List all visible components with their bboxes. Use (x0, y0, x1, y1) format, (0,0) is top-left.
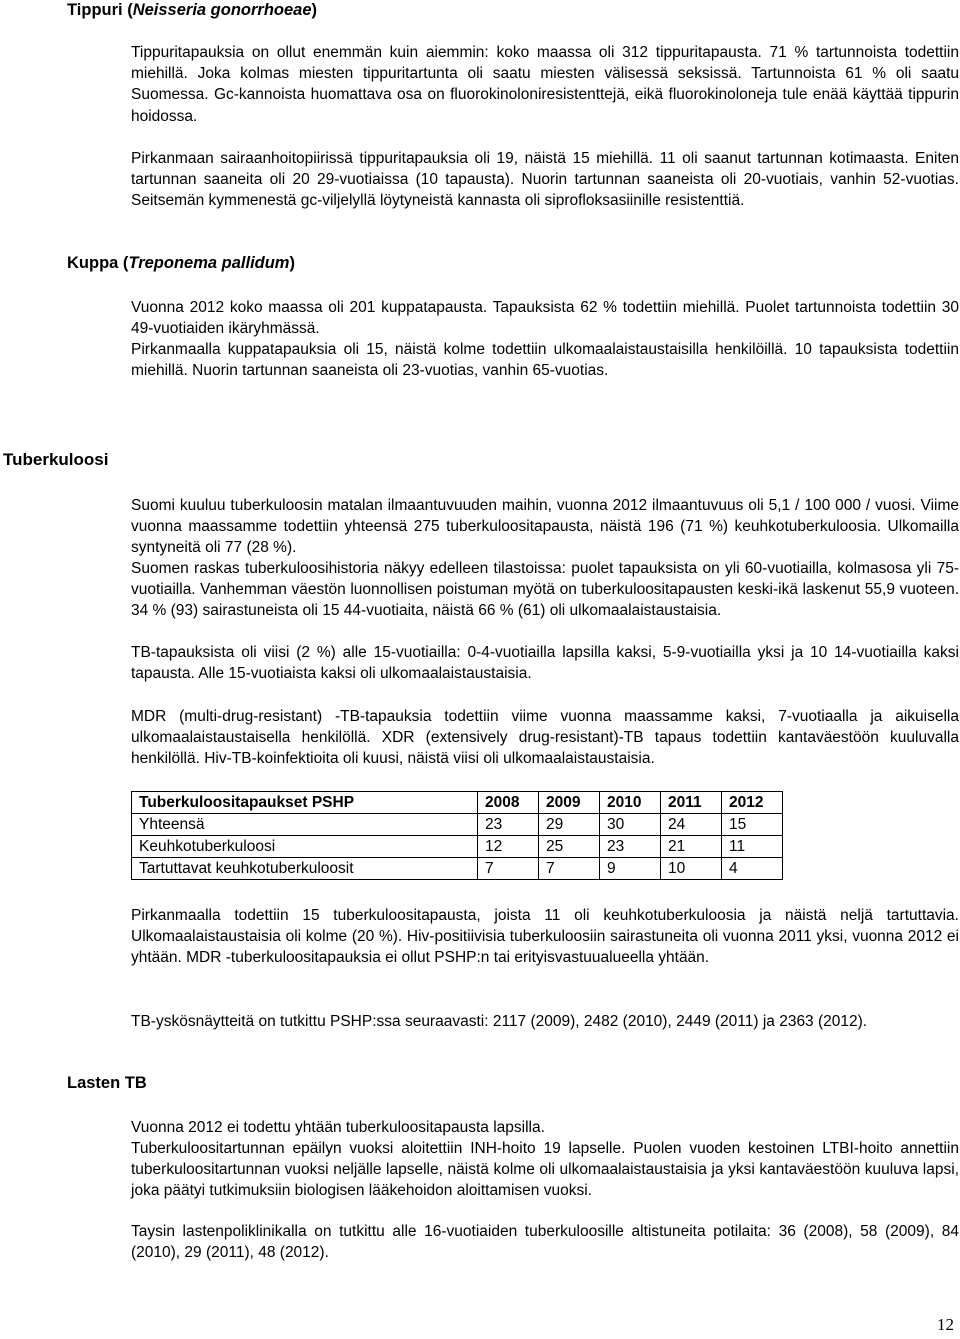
table-row (132, 836, 783, 858)
table-row (132, 814, 783, 836)
tuberkuloosi-paragraph-4: MDR (multi-drug-resistant) -TB-tapauksia todettiin viime vuonna maassamme kaksi, 7-vuotiaalla ja aikuisella ulkomaalaistaustaisella henkilöllä. XDR (extensively drug-resistant)-TB tapaus todettiin kantaväestöön kuuluvalla henkilöllä. Hiv-TB-koinfektioita oli kuusi, näistä viisi oli ulkomaalaistaustaisia. (131, 708, 959, 768)
table-cell: 4 (722, 858, 783, 880)
table-header-cell: Tuberkuloositapaukset PSHP (132, 792, 478, 814)
table-header-cell: 2008 (478, 792, 539, 814)
table-header-cell: 2010 (600, 792, 661, 814)
table-header-row (132, 792, 783, 814)
table-cell: 12 (478, 836, 539, 858)
table-cell: Tartuttavat keuhkotuberkuloosit (132, 858, 478, 880)
table-header-cell: 2012 (722, 792, 783, 814)
table-cell: 21 (661, 836, 722, 858)
tippuri-paragraph-2: Pirkanmaan sairaanhoitopiirissä tippuritapauksia oli 19, näistä 15 miehillä. 11 oli saanut tartunnan kotimaasta. Eniten tartunnan saaneita oli 20 29-vuotiaissa (10 tapausta). Nuorin tartunnan saaneista oli 20-vuotiais, vanhin 52-vuotias. Seitsemän kymmenestä gc-viljelyllä löytyneistä kannasta oli siprofloksasiinille resistenttiä. (131, 150, 959, 210)
table-cell: 10 (661, 858, 722, 880)
table-cell: 25 (539, 836, 600, 858)
table-cell: 11 (722, 836, 783, 858)
lasten-tb-paragraph-2: Tuberkuloositartunnan epäilyn vuoksi aloitettiin INH-hoito 19 lapselle. Puolen vuoden kestoinen LTBI-hoito annettiin tuberkuloositartunnan vuoksi neljälle lapselle, näistä kolme oli ulkomaalaistaustaisia ja yksi kantaväestöön kuuluva lapsi, joka päätyi tutkimuksiin biologisen lääkehoidon aloittamisen vuoksi. (131, 1140, 959, 1200)
section-heading-kuppa: Kuppa (Treponema pallidum) (67, 254, 295, 272)
table-cell: Yhteensä (132, 814, 478, 836)
tuberkuloosi-paragraph-3: TB-tapauksista oli viisi (2 %) alle 15-vuotiailla: 0-4-vuotiailla lapsilla kaksi, 5-9-vuotiailla yksi ja 10 14-vuotiailla kaksi tapausta. Alle 15-vuotiaista kaksi oli ulkomaalaistaustaisia. (131, 644, 959, 683)
table-cell: Keuhkotuberkuloosi (132, 836, 478, 858)
heading-italic-species: Neisseria gonorrhoeae (132, 1, 312, 19)
table-cell: 23 (478, 814, 539, 836)
section-heading-lasten-tb: Lasten TB (67, 1074, 147, 1092)
tuberkuloosi-paragraph-6: TB-yskösnäytteitä on tutkittu PSHP:ssa seuraavasti: 2117 (2009), 2482 (2010), 2449 (2011) ja 2363 (2012). (131, 1013, 868, 1030)
table-cell: 23 (600, 836, 661, 858)
section-heading-tuberkuloosi: Tuberkuloosi (3, 450, 109, 469)
tuberkuloosi-table (131, 791, 783, 880)
table-header-cell: 2009 (539, 792, 600, 814)
table-cell: 15 (722, 814, 783, 836)
kuppa-paragraph-2: Pirkanmaalla kuppatapauksia oli 15, näistä kolme todettiin ulkomaalaistaustaisilla henkilöillä. 10 tapauksista todettiin miehillä. Nuorin tartunnan saaneista oli 23-vuotias, vanhin 65-vuotias. (131, 341, 959, 380)
kuppa-paragraph-1: Vuonna 2012 koko maassa oli 201 kuppatapausta. Tapauksista 62 % todettiin miehillä. Puolet tartunnoista todettiin 30 49-vuotiaiden ikäryhmässä. (131, 299, 959, 338)
page-number: 12 (937, 1315, 954, 1334)
table-cell: 29 (539, 814, 600, 836)
heading-italic-species: Treponema pallidum (128, 254, 290, 272)
tuberkuloosi-paragraph-1: Suomi kuuluu tuberkuloosin matalan ilmaantuvuuden maihin, vuonna 2012 ilmaantuvuus oli 5,1 / 100 000 / vuosi. Viime vuonna maassamme todettiin yhteensä 275 tuberkuloositapausta, näistä 196 (71 %) keuhkotuberkuloosia. Ulkomailla syntyneitä oli 77 (28 %). (131, 497, 959, 557)
table-cell: 30 (600, 814, 661, 836)
table-cell: 7 (539, 858, 600, 880)
tippuri-paragraph-1: Tippuritapauksia on ollut enemmän kuin aiemmin: koko maassa oli 312 tippuritapausta. 71 % tartunnoista todettiin miehillä. Joka kolmas miesten tippuritartunta oli saatu miesten välisessä seksissä. Tartunnoista 61 % oli saatu Suomessa. Gc-kannoista huomattava osa on fluorokinoloniresistenttejä, eikä fluorokinoloneja tule enää käyttää tippurin hoidossa. (131, 44, 959, 125)
tuberkuloosi-paragraph-5: Pirkanmaalla todettiin 15 tuberkuloositapausta, joista 11 oli keuhkotuberkuloosia ja näistä neljä tartuttavia. Ulkomaalaistaustaisia oli kolme (20 %). Hiv-positiivisia tuberkuloosiin sairastuneita oli vuonna 2011 yksi, vuonna 2012 ei yhtään. MDR -tuberkuloositapauksia ei ollut PSHP:n tai erityisvastuualueella yhtään. (131, 907, 959, 967)
section-heading-tippuri: Tippuri (Neisseria gonorrhoeae) (67, 1, 318, 19)
lasten-tb-paragraph-1: Vuonna 2012 ei todettu yhtään tuberkuloositapausta lapsilla. (131, 1119, 545, 1136)
table-cell: 9 (600, 858, 661, 880)
tuberkuloosi-paragraph-2: Suomen raskas tuberkuloosihistoria näkyy edelleen tilastoissa: puolet tapauksista on yli 60-vuotiailla, kolmasosa yli 75-vuotiailla. Vanhemman väestön luonnollisen poistuman myötä on tuberkuloositapausten keski-ikä laskenut 55,9 vuoteen. 34 % (93) sairastuneista oli 15 44-vuotiaita, näistä 66 % (61) oli ulkomaalaistaustaisia. (131, 560, 959, 620)
table-row (132, 858, 783, 880)
lasten-tb-paragraph-3: Taysin lastenpoliklinikalla on tutkittu alle 16-vuotiaiden tuberkuloosille altistuneita potilaita: 36 (2008), 58 (2009), 84 (2010), 29 (2011), 48 (2012). (131, 1223, 959, 1262)
table-cell: 7 (478, 858, 539, 880)
table-cell: 24 (661, 814, 722, 836)
table-header-cell: 2011 (661, 792, 722, 814)
